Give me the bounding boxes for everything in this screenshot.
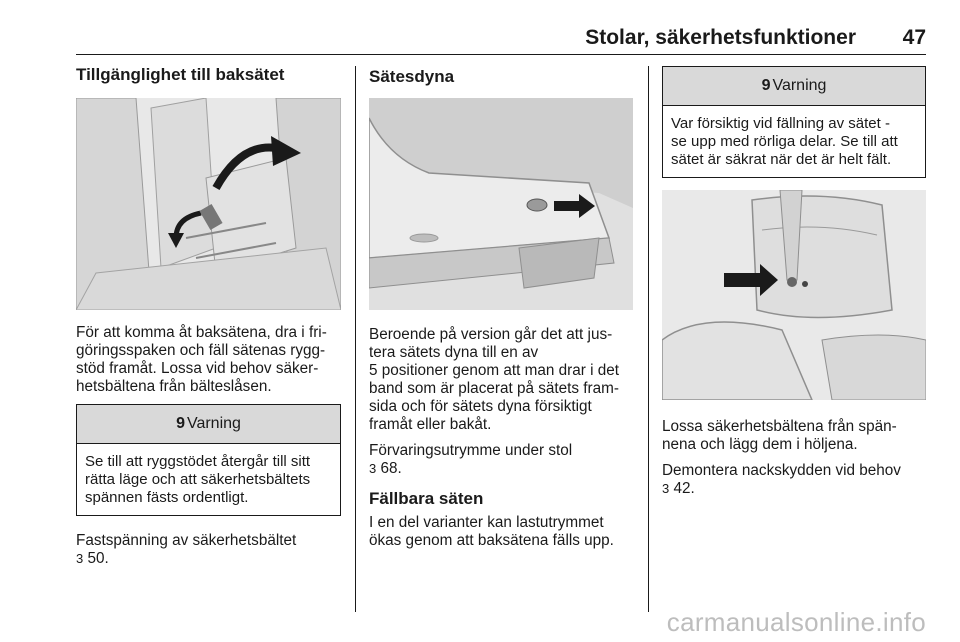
page-number: 47 [902, 26, 926, 49]
storage-text: Förvaringsutrymme under stol [369, 442, 573, 459]
seat-cushion-illustration [369, 98, 633, 310]
heading-seat-cushion: Sätesdyna [369, 67, 455, 86]
header-rule [76, 54, 926, 55]
warning-box [662, 66, 926, 178]
warning-text: Var försiktig vid fällning av sätet - se upp med rörliga delar. Se till att sätet är säkrat när det är helt fält. [671, 115, 898, 168]
column-3 [662, 64, 926, 506]
page-reference-icon: 3 [662, 481, 670, 496]
paragraph-cushion-adjust: Beroende på version går det att jus- tera sätets dyna till en av 5 positioner genom att man drar i det band som är placerat på sätets fram- sida och för sätets dyna försiktigt framåt eller bakåt. [369, 326, 619, 433]
storage-reference-page[interactable]: 68. [380, 460, 402, 477]
column-divider [355, 66, 356, 612]
reference-text: Fastspänning av säkerhetsbältet [76, 532, 297, 549]
column-2 [369, 64, 634, 558]
warning-header [77, 405, 340, 444]
column-1 [76, 64, 341, 576]
page-reference-icon: 3 [76, 551, 84, 566]
paragraph-folding-seats: I en del varianter kan lastutrymmet ökas genom att baksätena fälls upp. [369, 514, 614, 549]
column-divider [648, 66, 649, 612]
warning-title: Varning [186, 415, 241, 432]
rear-seat-release-illustration [76, 98, 341, 310]
warning-box [76, 404, 341, 516]
paragraph-release-instructions: För att komma åt baksätena, dra i fri- göringsspaken och fäll sätenas rygg- stöd framåt. Lossa vid behov säker- hetsbältena från bälteslåsen. [76, 324, 327, 395]
heading-folding-seats: Fällbara säten [369, 489, 484, 508]
reference-page[interactable]: 50. [87, 550, 109, 567]
headrest-reference-paragraph [662, 462, 926, 498]
page-reference-icon: 3 [369, 461, 377, 476]
seatbelt-illustration [662, 190, 926, 400]
warning-icon: 9 [176, 415, 185, 432]
section-title: Stolar, säkerhetsfunktioner [585, 26, 856, 49]
warning-title: Varning [772, 77, 827, 94]
warning-icon: 9 [761, 77, 771, 94]
storage-reference-paragraph [369, 442, 634, 478]
headrest-reference-page[interactable]: 42. [673, 480, 695, 497]
page-header [76, 22, 926, 58]
heading-rear-seat-access: Tillgänglighet till baksätet [76, 65, 285, 84]
headrest-text: Demontera nackskydden vid behov [662, 462, 901, 479]
watermark: carmanualsonline.info [666, 607, 926, 637]
warning-header [663, 67, 925, 106]
reference-paragraph [76, 532, 341, 568]
warning-text: Se till att ryggstödet återgår till sitt rätta läge och att säkerhetsbältets spännen fästs ordentligt. [85, 453, 311, 506]
paragraph-release-belts: Lossa säkerhetsbältena från spän- nena och lägg dem i höljena. [662, 418, 897, 453]
